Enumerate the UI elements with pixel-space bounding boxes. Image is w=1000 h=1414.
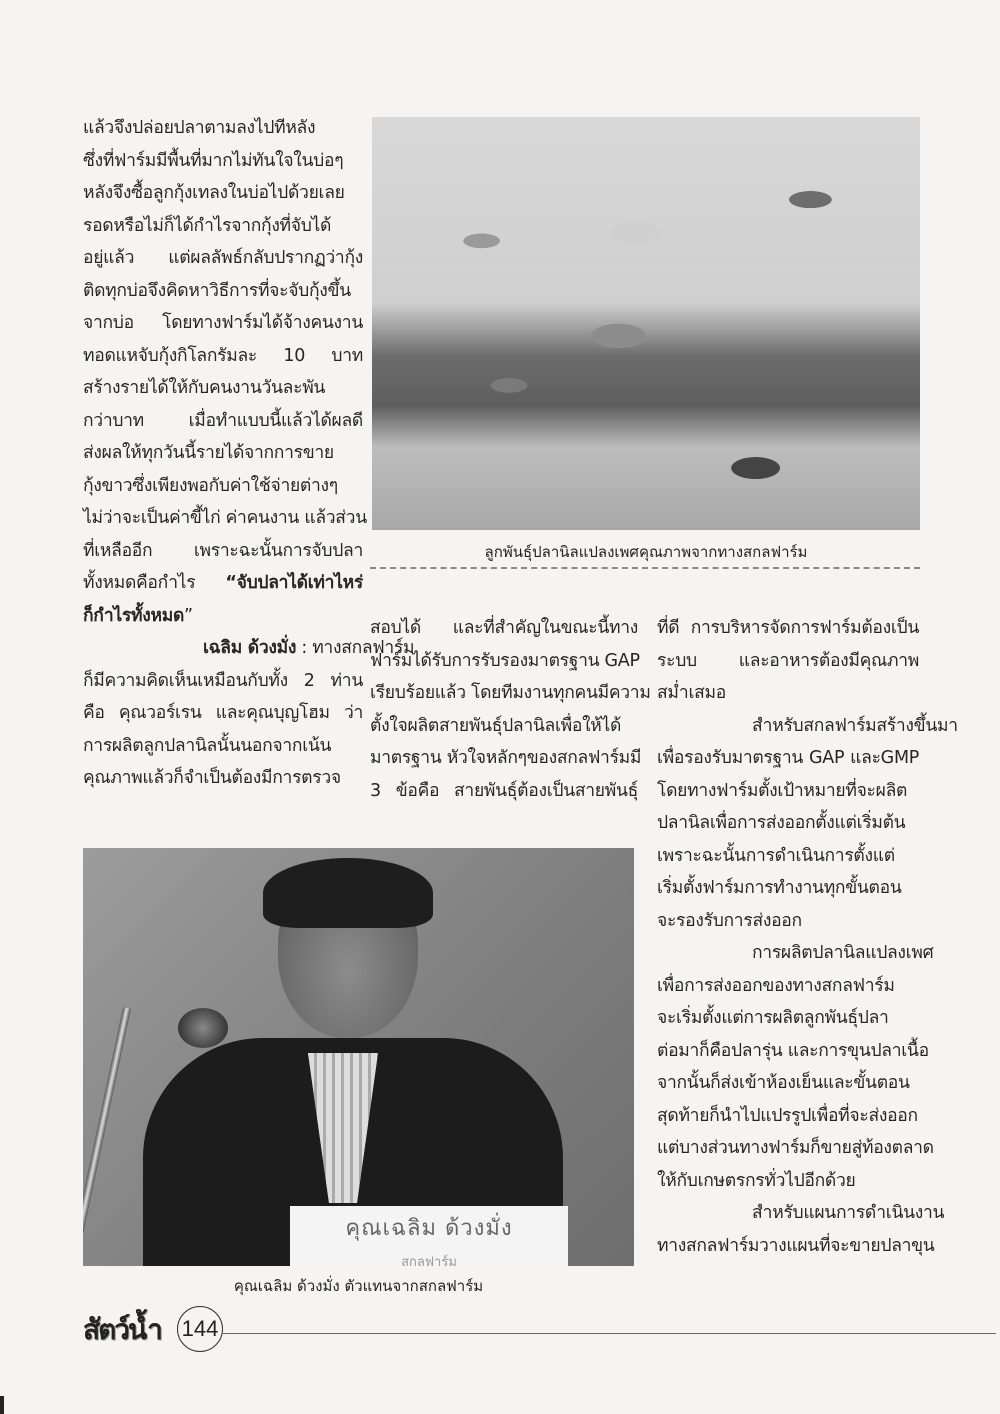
text-line: สม่ำเสมอ	[657, 683, 726, 703]
article-column-middle	[370, 612, 651, 807]
text-line: เพื่อรองรับมาตรฐาน GAP และGMP	[657, 748, 919, 768]
text-line: มาตรฐาน หัวใจหลักๆของสกลฟาร์มมี	[370, 748, 642, 768]
placard-name: คุณเฉลิม ด้วงมั่ง	[345, 1216, 513, 1241]
text-line: รอดหรือไม่ก็ได้กำไรจากกุ้งที่จับได้	[83, 215, 332, 236]
quote-lead: ทั้งหมดคือกำไร	[83, 573, 226, 593]
text-line: แล้วจึงปล่อยปลาตามลงไปทีหลัง	[83, 118, 316, 138]
text-line: ที่ดี การบริหารจัดการฟาร์มต้องเป็น	[657, 618, 919, 638]
text-line: เพราะฉะนั้นการดำเนินการตั้งแต่	[657, 845, 895, 866]
text-line: ส่งผลให้ทุกวันนี้รายได้จากการขาย	[83, 443, 334, 463]
text-line: กว่าบาท เมื่อทำแบบนี้แล้วได้ผลดี	[83, 410, 363, 431]
text-line: ระบบ และอาหารต้องมีคุณภาพ	[657, 650, 919, 671]
fish-photo-caption: ลูกพันธุ์ปลานิลแปลงเพศคุณภาพจากทางสกลฟาร์ม	[484, 543, 808, 561]
quote-bold: “จับปลาได้เท่าไหร่	[225, 573, 363, 593]
text-line: โดยทางฟาร์มตั้งเป้าหมายที่จะผลิต	[657, 780, 908, 801]
text-line: กุ้งขาวซึ่งเพียงพอกับค่าใช้จ่ายต่างๆ	[83, 475, 338, 496]
fish-photo	[372, 117, 920, 530]
paragraph-start: การผลิตปลานิลแปลงเพศ	[752, 943, 934, 963]
person-photo	[83, 848, 634, 1266]
quote-bold: ก็กำไรทั้งหมด	[83, 605, 185, 626]
text-line: ทางสกลฟาร์มวางแผนที่จะขายปลาขุน	[657, 1235, 935, 1256]
text-line: คือ คุณวอร์เรน และคุณบุญโฮม ว่า	[83, 703, 363, 723]
text-line: 3 ข้อคือ สายพันธุ์ต้องเป็นสายพันธุ์	[370, 780, 638, 801]
scan-edge-mark	[0, 1396, 4, 1414]
paragraph-start: สำหรับแผนการดำเนินงาน	[752, 1203, 945, 1223]
speaker-rest: : ทางสกลฟาร์ม	[296, 638, 415, 658]
text-line: ต่อมาก็คือปลารุ่น และการขุนปลาเนื้อ	[657, 1040, 929, 1061]
person-photo-caption: คุณเฉลิม ด้วงมั่ง ตัวแทนจากสกลฟาร์ม	[233, 1277, 484, 1295]
text-line: ซึ่งที่ฟาร์มมีพื้นที่มากไม่ทันใจในบ่อๆ	[83, 150, 344, 171]
text-line: ตั้งใจผลิตสายพันธุ์ปลานิลเพื่อให้ได้	[370, 715, 622, 736]
paragraph-start: สำหรับสกลฟาร์มสร้างขึ้นมา	[752, 715, 958, 736]
text-line: จากนั้นก็ส่งเข้าห้องเย็นและขั้นตอน	[657, 1073, 910, 1093]
quote-line	[83, 567, 363, 600]
text-line: เพื่อการส่งออกของทางสกลฟาร์ม	[657, 975, 895, 996]
text-line: ไม่ว่าจะเป็นค่าขี้ไก่ ค่าคนงาน แล้วส่วน	[83, 508, 367, 528]
article-column-left	[83, 112, 415, 795]
text-line: ให้กับเกษตรกรทั่วไปอีกด้วย	[657, 1170, 856, 1191]
text-line: จะเริ่มตั้งแต่การผลิตลูกพันธุ์ปลา	[657, 1008, 889, 1028]
article-column-right	[657, 612, 958, 1262]
text-line: ก็มีความคิดเห็นเหมือนกับทั้ง 2 ท่าน	[83, 670, 363, 691]
footer-rule	[222, 1333, 996, 1334]
text-line: คุณภาพแล้วก็จำเป็นต้องมีการตรวจ	[83, 768, 341, 788]
placard-org: สกลฟาร์ม	[401, 1255, 457, 1266]
text-line: สุดท้ายก็นำไปแปรรูปเพื่อที่จะส่งออก	[657, 1105, 918, 1126]
text-line: แต่บางส่วนทางฟาร์มก็ขายสู่ท้องตลาด	[657, 1138, 934, 1158]
speaker-name: เฉลิม ด้วงมั่ง	[203, 638, 297, 658]
photo-person-hair	[263, 858, 433, 928]
text-line: ฟาร์มได้รับการรับรองมาตรฐาน GAP	[370, 650, 640, 671]
text-line: จากบ่อ โดยทางฟาร์มได้จ้างคนงาน	[83, 313, 363, 333]
microphone-icon	[178, 1008, 228, 1048]
text-line: สร้างรายได้ให้กับคนงานวันละพัน	[83, 378, 326, 398]
speaker-line	[83, 632, 415, 665]
dashed-divider	[370, 567, 920, 569]
text-line: สอบได้ และที่สำคัญในขณะนี้ทาง	[370, 618, 638, 638]
name-placard	[290, 1206, 568, 1266]
text-line: ทอดแหจับกุ้งกิโลกรัมละ 10 บาท	[83, 345, 363, 366]
text-line: การผลิตลูกปลานิลนั้นนอกจากเน้น	[83, 735, 332, 756]
text-line: เรียบร้อยแล้ว โดยทีมงานทุกคนมีความ	[370, 683, 651, 703]
text-line: ปลานิลเพื่อการส่งออกตั้งแต่เริ่มต้น	[657, 813, 906, 833]
quote-close: ”	[184, 605, 193, 626]
page-number: 144	[177, 1306, 223, 1352]
text-line: อยู่แล้ว แต่ผลลัพธ์กลับปรากฏว่ากุ้ง	[83, 248, 363, 268]
text-line: จะรองรับการส่งออก	[657, 910, 802, 931]
magazine-logo: สัตว์น้ำ	[83, 1313, 161, 1346]
quote-line	[83, 600, 363, 633]
text-line: เริ่มตั้งฟาร์มการทำงานทุกขั้นตอน	[657, 878, 902, 898]
text-line: หลังจึงซื้อลูกกุ้งเทลงในบ่อไปด้วยเลย	[83, 183, 345, 203]
text-line: ที่เหลืออีก เพราะฉะนั้นการจับปลา	[83, 540, 363, 561]
text-line: ติดทุกบ่อจึงคิดหาวิธีการที่จะจับกุ้งขึ้น	[83, 280, 351, 301]
